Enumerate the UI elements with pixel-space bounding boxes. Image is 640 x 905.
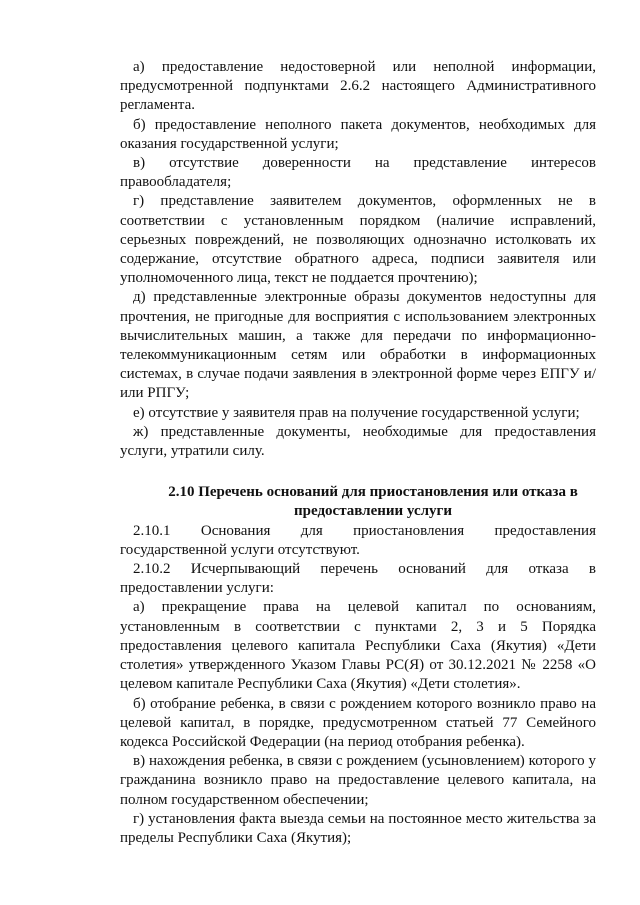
item-d-paragraph: д) представленные электронные образы документов недоступны для прочтения, не пригодные для восприятия с использованием электронных вычислительных машин, а также для передачи по информационно-телекоммуникационным сетям или обработки в информационных системах, в случае подачи заявления в электронной форме через ЕПГУ и/или РПГУ; xyxy=(120,289,596,402)
item-v-paragraph: в) отсутствие доверенности на представление интересов правообладателя; xyxy=(120,155,596,191)
item-b-paragraph: б) предоставление неполного пакета документов, необходимых для оказания государственной услуги; xyxy=(120,116,596,152)
refusal-item-b: б) отобрание ребенка, в связи с рождением которого возникло право на целевой капитал, в порядке, предусмотренном статьей 77 Семейного кодекса Российской Федерации (на период отобрания ребенка). xyxy=(120,695,596,750)
refusal-item-v: в) нахождения ребенка, в связи с рождением (усыновлением) которого у гражданина возникло право на предоставление целевого капитала, на полном государственном обеспечении; xyxy=(120,753,596,808)
refusal-item-a: а) прекращение права на целевой капитал по основаниям, установленным в соответствии с пунктами 2, 3 и 5 Порядка предоставления целевого капитала Республики Саха (Якутия) «Дети столетия» утвержденного Указом Главы РС(Я) от 30.12.2021 № 2258 «О целевом капитале Республики Саха (Якутия) «Дети столетия». xyxy=(120,599,596,693)
document-page xyxy=(120,58,596,848)
item-zh-paragraph: ж) представленные документы, необходимые для предоставления услуги, утратили силу. xyxy=(120,423,596,460)
clause-2-10-1: 2.10.1 Основания для приостановления предоставления государственной услуги отсутствуют. xyxy=(120,522,596,558)
refusal-item-g: г) установления факта выезда семьи на постоянное место жительства за пределы Республики Саха (Якутия); xyxy=(120,810,596,846)
clause-2-10-2: 2.10.2 Исчерпывающий перечень оснований для отказа в предоставлении услуги: xyxy=(120,561,596,597)
item-e-paragraph: е) отсутствие у заявителя прав на получение государственной услуги; xyxy=(133,404,580,421)
item-a-paragraph: а) предоставление недостоверной или неполной информации, предусмотренной подпунктами 2.6.2 настоящего Административного регламента. xyxy=(120,59,596,114)
section-heading: 2.10 Перечень оснований для приостановления или отказа в предоставлении услуги xyxy=(168,484,578,520)
item-g-paragraph: г) представление заявителем документов, оформленных не в соответствии с установленным порядком (наличие исправлений, серьезных повреждений, не позволяющих однозначно истолковать их содержание, отсутствие обратного адреса, подписи заявителя или уполномоченного лица, текст не поддается прочтению); xyxy=(120,193,596,287)
